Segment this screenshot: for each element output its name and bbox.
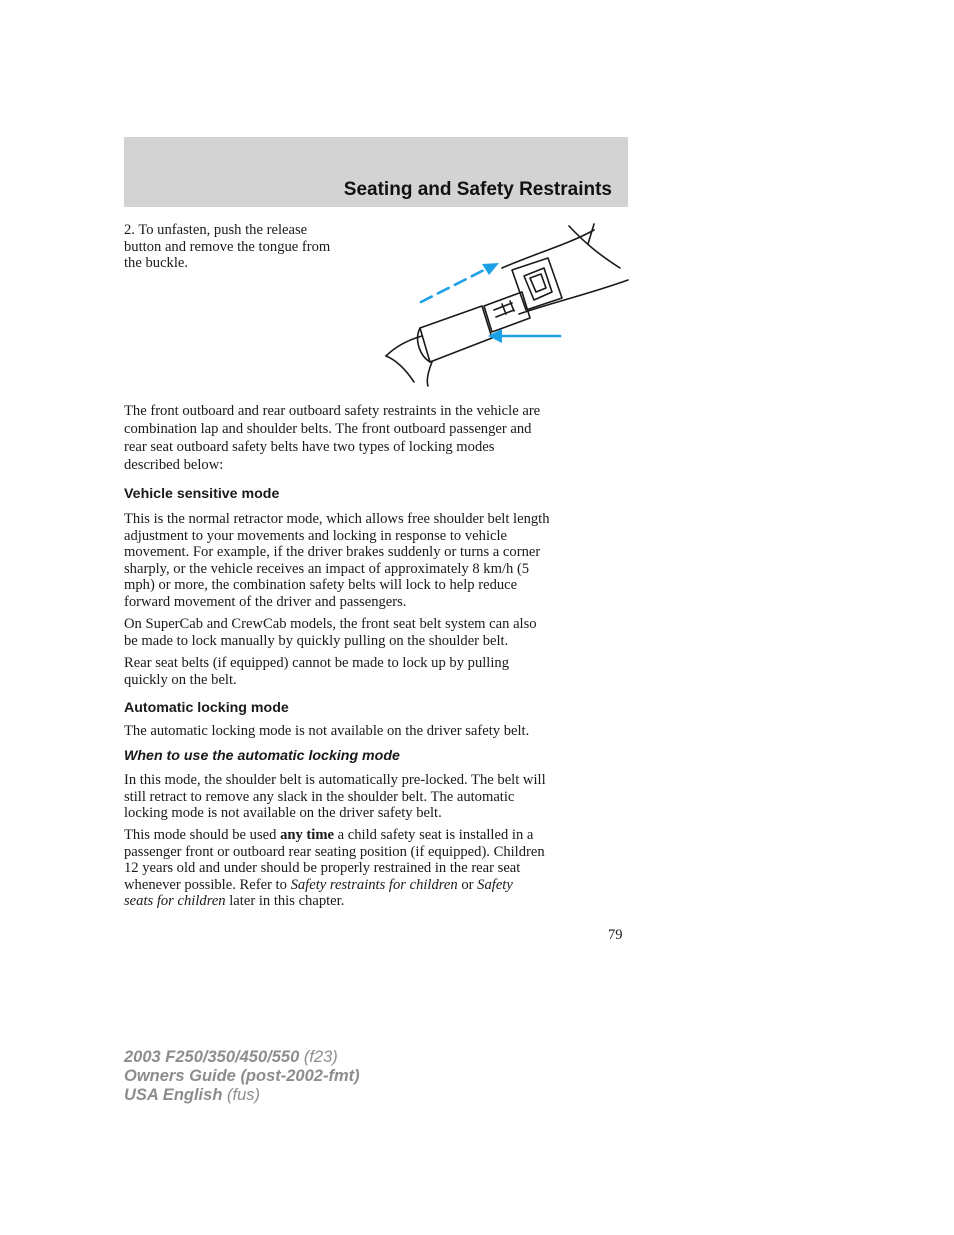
text-line: The front outboard and rear outboard safety restraints in the vehicle are xyxy=(124,403,541,419)
text-line: In this mode, the shoulder belt is automatically pre-locked. The belt will xyxy=(124,772,546,788)
text-run: whenever possible. Refer to xyxy=(124,876,291,893)
footer-line-model xyxy=(124,1048,360,1067)
text-line: combination lap and shoulder belts. The front outboard passenger and xyxy=(124,421,532,437)
footer-model: 2003 F250/350/450/550 xyxy=(124,1048,300,1066)
text-line: quickly on the belt. xyxy=(124,671,237,688)
footer-language: USA English xyxy=(124,1086,223,1104)
emphasis-any-time: any time xyxy=(280,827,334,843)
text-line: Rear seat belts (if equipped) cannot be made to lock up by pulling xyxy=(124,655,510,671)
text-line: still retract to remove any slack in the shoulder belt. The automatic xyxy=(124,788,515,805)
footer-line-language xyxy=(124,1086,360,1105)
text-line: be made to lock manually by quickly pulling on the shoulder belt. xyxy=(124,632,509,649)
text-line: the buckle. xyxy=(124,255,189,271)
text-line: On SuperCab and CrewCab models, the front seat belt system can also xyxy=(124,616,537,632)
section-header-band xyxy=(124,137,628,207)
automatic-locking-paragraph: The automatic locking mode is not available on the driver safety belt. xyxy=(124,723,530,739)
text-line: button and remove the tongue from xyxy=(124,238,331,255)
buckle-body xyxy=(420,306,492,362)
text-line: forward movement of the driver and passengers. xyxy=(124,593,407,610)
text-line: This is the normal retractor mode, which allows free shoulder belt length xyxy=(124,511,550,527)
xref-safety-seats-for-children: Safety xyxy=(477,876,513,893)
intro-paragraph xyxy=(124,402,540,474)
seatbelt-buckle-illustration xyxy=(384,222,632,388)
section-title: Seating and Safety Restraints xyxy=(343,179,612,200)
pull-direction-arrow xyxy=(421,268,488,302)
text-run: a child safety seat is installed in a xyxy=(333,827,534,843)
belt-strap xyxy=(519,280,628,314)
xref-safety-seats-for-children: seats for children xyxy=(124,893,226,909)
text-run: or xyxy=(457,876,478,893)
vehicle-sensitive-heading: Vehicle sensitive mode xyxy=(124,486,280,502)
text-run: later in this chapter. xyxy=(225,893,345,909)
supercab-paragraph xyxy=(124,616,537,649)
text-line: sharply, or the vehicle receives an impact of approximately 8 km/h (5 xyxy=(124,560,530,577)
arrow-head-icon xyxy=(482,263,499,275)
when-to-use-subheading: When to use the automatic locking mode xyxy=(124,748,400,764)
automatic-locking-heading: Automatic locking mode xyxy=(124,700,289,716)
child-seat-paragraph xyxy=(124,827,545,910)
text-line: movement. For example, if the driver brakes suddenly or turns a corner xyxy=(124,544,541,560)
footer-line-guide xyxy=(124,1067,360,1086)
text-line: rear seat outboard safety belts have two types of locking modes xyxy=(124,439,495,455)
prelocked-paragraph xyxy=(124,772,546,822)
text-line: 12 years old and under should be properly restrained in the rear seat xyxy=(124,860,521,876)
footer-model-code: (f23) xyxy=(299,1048,338,1066)
document-footer xyxy=(124,1048,360,1105)
text-line: adjustment to your movements and locking in response to vehicle xyxy=(124,527,508,544)
belt-strap xyxy=(502,230,594,268)
xref-safety-restraints-for-children: Safety restraints for children xyxy=(290,876,458,893)
page-number: 79 xyxy=(608,927,623,943)
text-line: locking mode is not available on the driver safety belt. xyxy=(124,805,442,821)
text-line: mph) or more, the combination safety belts will lock to help reduce xyxy=(124,577,518,593)
footer-language-code: (fus) xyxy=(222,1086,260,1104)
vehicle-sensitive-paragraph xyxy=(124,511,550,610)
text-run: This mode should be used xyxy=(124,827,281,843)
footer-guide: Owners Guide (post-2002-fmt) xyxy=(124,1067,360,1085)
rear-seat-paragraph xyxy=(124,655,509,688)
text-line: described below: xyxy=(124,457,224,473)
step-2-text xyxy=(124,222,330,272)
text-line: 2. To unfasten, push the release xyxy=(124,222,308,238)
text-line: passenger front or outboard rear seating position (if equipped). Children xyxy=(124,843,545,860)
